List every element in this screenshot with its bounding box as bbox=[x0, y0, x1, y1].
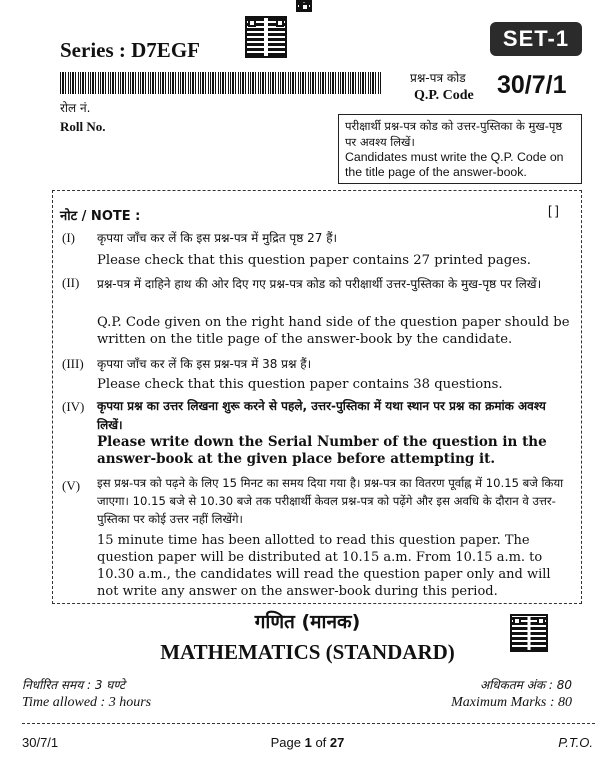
note-item-english: 15 minute time has been allotted to read this question paper. The question paper will be distributed at 10.15 a.m. From 10.15 a.m. to 10.30 a.m., the candidates will read the question paper only and will not write any answer on the answer-book during this period. bbox=[97, 533, 551, 599]
note-item-hindi: कृपया जाँच कर लें कि इस प्रश्न-पत्र में मुद्रित पृष्ठ 27 हैं। bbox=[97, 231, 338, 245]
page-of: of bbox=[311, 735, 330, 750]
set-badge: SET-1 bbox=[490, 22, 582, 56]
page-indicator bbox=[0, 735, 615, 750]
note-item-hindi: कृपया जाँच कर लें कि इस प्रश्न-पत्र में 38 प्रश्न हैं। bbox=[97, 357, 312, 371]
note-item-english: Please write down the Serial Number of the question in the answer-book at the given place before attempting it. bbox=[97, 434, 547, 467]
note-item-number: (V) bbox=[62, 478, 81, 493]
series-label: Series : D7EGF bbox=[60, 38, 200, 62]
footer-code: 30/7/1 bbox=[22, 735, 59, 750]
qp-code-value: 30/7/1 bbox=[497, 71, 567, 99]
note-item-hindi: प्रश्न-पत्र में दाहिने हाथ की ओर दिए गए प्रश्न-पत्र कोड को परीक्षार्थी उत्तर-पुस्तिका के मुख-पृष्ठ पर लिखें। bbox=[97, 277, 542, 291]
page-total: 27 bbox=[329, 735, 345, 750]
note-item-hindi: इस प्रश्न-पत्र को पढ़ने के लिए 15 मिनट का समय दिया गया है। प्रश्न-पत्र का वितरण पूर्वाह्न में 10.15 बजे किया जाएगा। 10.15 बजे से 10.30 बजे तक परीक्षार्थी केवल प्रश्न-पत्र को पढ़ेंगे और इस अवधि के दौरान वे उत्तर-पुस्तिका पर कोई उत्तर नहीं लिखेंगे। bbox=[97, 476, 564, 526]
roll-number-barcode bbox=[60, 72, 382, 94]
time-allowed: Time allowed : 3 hours bbox=[22, 695, 152, 710]
note-item-number: (III) bbox=[62, 356, 84, 371]
note-item-english: Please check that this question paper contains 38 questions. bbox=[97, 377, 503, 392]
max-marks-hindi: अधिकतम अंक : 80 bbox=[479, 678, 572, 692]
subject-title-hindi: गणित (मानक) bbox=[254, 611, 361, 633]
page-prefix: Page bbox=[270, 735, 305, 750]
page-current: 1 bbox=[304, 735, 312, 750]
note-item-number: (I) bbox=[62, 230, 75, 245]
notes-heading: नोट / NOTE : bbox=[60, 209, 141, 224]
qp-instruction-hindi: परीक्षार्थी प्रश्न-पत्र कोड को उत्तर-पुस्तिका के मुख-पृष्ठ पर अवश्य लिखें। bbox=[345, 119, 563, 149]
time-allowed-hindi: निर्धारित समय : 3 घण्टे bbox=[22, 678, 126, 692]
roll-no-hindi: रोल नं. bbox=[60, 101, 91, 115]
roll-no-label: Roll No. bbox=[60, 119, 106, 134]
note-item-number: (II) bbox=[62, 275, 80, 290]
notes-bracket: [ ] bbox=[548, 203, 559, 218]
subject-title-english: MATHEMATICS (STANDARD) bbox=[160, 640, 455, 664]
footer-divider bbox=[22, 723, 595, 724]
note-item-hindi: कृपया प्रश्न का उत्तर लिखना शुरू करने से पहले, उत्तर-पुस्तिका में यथा स्थान पर प्रश्न का क्रमांक अवश्य लिखें। bbox=[97, 399, 546, 432]
pto-label: P.T.O. bbox=[558, 735, 593, 750]
top-small-qr-code bbox=[296, 0, 312, 12]
subject-qr-code bbox=[510, 614, 548, 652]
note-item-number: (IV) bbox=[62, 399, 85, 414]
qp-instruction-english: Candidates must write the Q.P. Code on the title page of the answer-book. bbox=[345, 150, 564, 179]
qp-code-hindi: प्रश्न-पत्र कोड bbox=[410, 71, 466, 85]
header-qr-code bbox=[245, 16, 287, 58]
qp-code-label: Q.P. Code bbox=[414, 88, 474, 103]
note-item-english: Please check that this question paper contains 27 printed pages. bbox=[97, 253, 531, 268]
max-marks: Maximum Marks : 80 bbox=[451, 695, 572, 710]
note-item-english: Q.P. Code given on the right hand side of the question paper should be written on the title page of the answer-book by the candidate. bbox=[97, 315, 570, 347]
qp-code-instruction-box bbox=[338, 114, 582, 184]
